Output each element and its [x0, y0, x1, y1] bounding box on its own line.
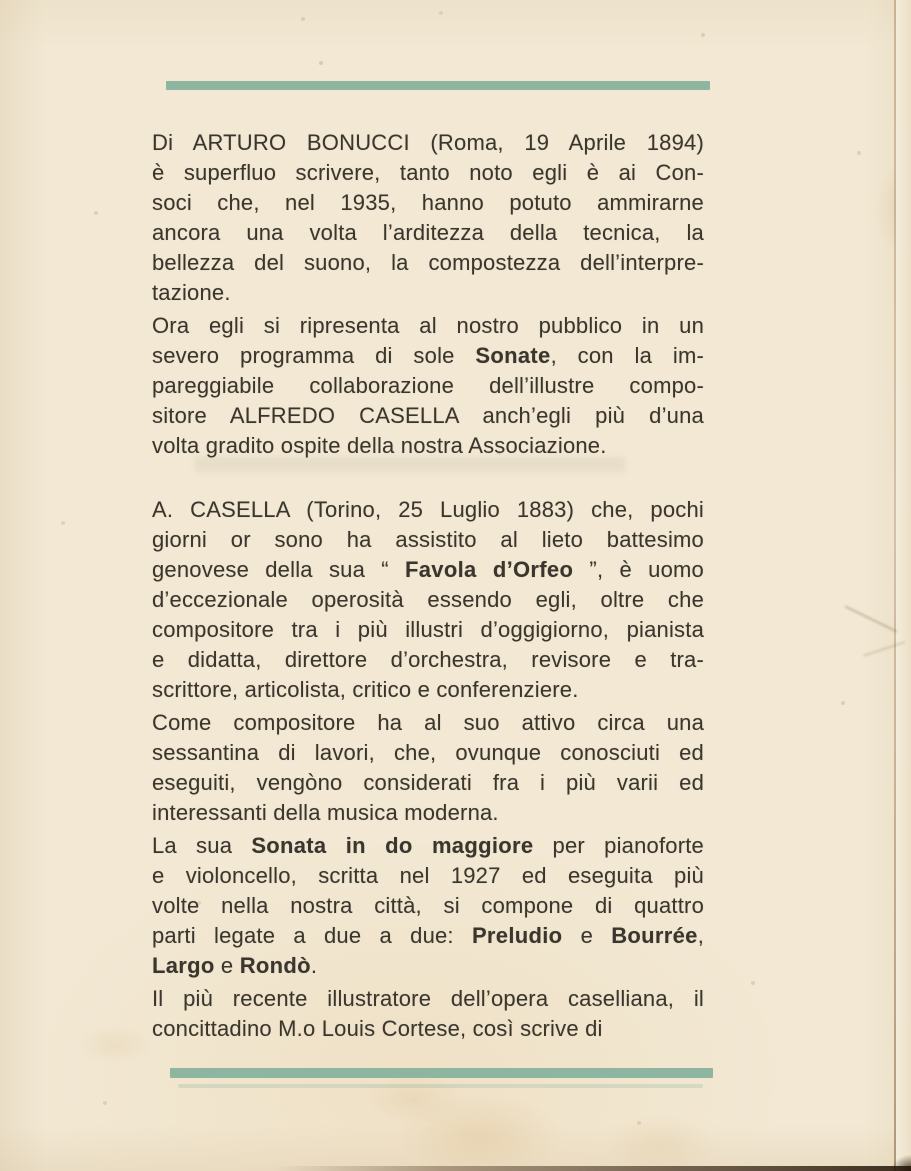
text-line — [152, 1014, 704, 1044]
text-segment: ”, è uomo — [573, 557, 704, 582]
text-line — [152, 798, 704, 828]
bold-text-segment: Largo — [152, 953, 215, 978]
text-segment: severo programma di sole — [152, 343, 476, 368]
book-bottom-edge — [0, 1166, 911, 1171]
bold-text-segment: Rondò — [239, 953, 311, 978]
text-segment: Di ARTURO BONUCCI (Roma, 19 Aprile 1894) — [152, 130, 704, 155]
text-segment: Il più recente illustratore dell’opera caselliana, il — [152, 986, 704, 1011]
paper-speckles — [0, 0, 2, 2]
text-line — [152, 128, 704, 158]
text-segment: soci che, nel 1935, hanno potuto ammirarne — [152, 190, 704, 215]
text-line — [152, 158, 704, 188]
text-segment: genovese della sua “ — [152, 557, 406, 582]
text-line — [152, 708, 704, 738]
text-line — [152, 615, 704, 645]
text-segment: parti legate a due a due: — [152, 923, 472, 948]
text-segment: volte nella nostra città, si compone di quattro — [152, 893, 704, 918]
text-segment: Ora egli si ripresenta al nostro pubblico in un — [152, 313, 704, 338]
bold-text-segment: Sonate — [475, 343, 551, 368]
text-segment: giorni or sono ha assistito al lieto battesimo — [152, 527, 704, 552]
text-segment: eseguiti, vengòno considerati fra i più varii ed — [152, 770, 704, 795]
text-segment: concittadino M.o Louis Cortese, così scrive di — [152, 1016, 603, 1041]
text-line — [152, 495, 704, 525]
text-line — [152, 861, 704, 891]
text-segment: e — [562, 923, 612, 948]
text-line — [152, 278, 704, 308]
bold-text-segment: Bourrée — [611, 923, 698, 948]
text-segment: scrittore, articolista, critico e conferenziere. — [152, 677, 579, 702]
text-line — [152, 645, 704, 675]
text-line — [152, 525, 704, 555]
text-segment: e didatta, direttore d’orchestra, revisore e tra- — [152, 647, 704, 672]
bottom-right-corner-mark — [891, 1155, 911, 1171]
text-segment: , con la im- — [550, 343, 705, 368]
text-segment: d’eccezionale operosità essendo egli, oltre che — [152, 587, 704, 612]
page-edge — [896, 0, 911, 1171]
text-segment: , — [697, 923, 704, 948]
text-segment: ancora una volta l’arditezza della tecnica, la — [152, 220, 704, 245]
text-line — [152, 248, 704, 278]
crease-mark — [844, 605, 897, 632]
text-line — [152, 675, 704, 705]
text-segment: Come compositore ha al suo attivo circa una — [152, 710, 704, 735]
paragraph — [152, 311, 704, 461]
text-segment: per pianoforte — [533, 833, 704, 858]
text-line — [152, 768, 704, 798]
top-rule — [166, 81, 710, 90]
paragraph — [152, 128, 704, 308]
text-segment: volta gradito ospite della nostra Associazione. — [152, 433, 607, 458]
text-line — [152, 371, 704, 401]
text-line — [152, 891, 704, 921]
paragraph — [152, 708, 704, 828]
text-segment: e violoncello, scritta nel 1927 ed eseguita più — [152, 863, 704, 888]
text-line — [152, 341, 704, 371]
text-segment: tazione. — [152, 280, 231, 305]
bottom-rule-ghost — [178, 1084, 703, 1088]
text-line — [152, 984, 704, 1014]
text-segment: . — [310, 953, 318, 978]
text-line — [152, 188, 704, 218]
text-line — [152, 311, 704, 341]
document-body — [152, 128, 704, 1047]
text-segment: sessantina di lavori, che, ovunque conosciuti ed — [152, 740, 704, 765]
bold-text-segment: Sonata in do maggiore — [251, 833, 534, 858]
text-segment: La sua — [152, 833, 252, 858]
text-line — [152, 431, 704, 461]
text-segment: compositore tra i più illustri d’oggigiorno, pianista — [152, 617, 704, 642]
bottom-rule — [170, 1068, 713, 1078]
text-segment: pareggiabile collaborazione dell’illustre compo- — [152, 373, 704, 398]
text-segment: interessanti della musica moderna. — [152, 800, 499, 825]
paragraph — [152, 984, 704, 1044]
text-segment: bellezza del suono, la compostezza dell’interpre- — [152, 250, 704, 275]
text-segment: e — [214, 953, 240, 978]
text-line — [152, 218, 704, 248]
text-line — [152, 831, 704, 861]
text-line — [152, 921, 704, 951]
bold-text-segment: Favola d’Orfeo — [405, 557, 574, 582]
text-segment: sitore ALFREDO CASELLA anch’egli più d’una — [152, 403, 704, 428]
paragraph — [152, 831, 704, 981]
text-segment: A. CASELLA (Torino, 25 Luglio 1883) che, pochi — [152, 497, 704, 522]
text-line — [152, 738, 704, 768]
text-segment: è superfluo scrivere, tanto noto egli è ai Con- — [152, 160, 704, 185]
paragraph — [152, 495, 704, 705]
text-line — [152, 401, 704, 431]
text-line — [152, 951, 704, 981]
bold-text-segment: Preludio — [471, 923, 563, 948]
text-line — [152, 555, 704, 585]
text-line — [152, 585, 704, 615]
